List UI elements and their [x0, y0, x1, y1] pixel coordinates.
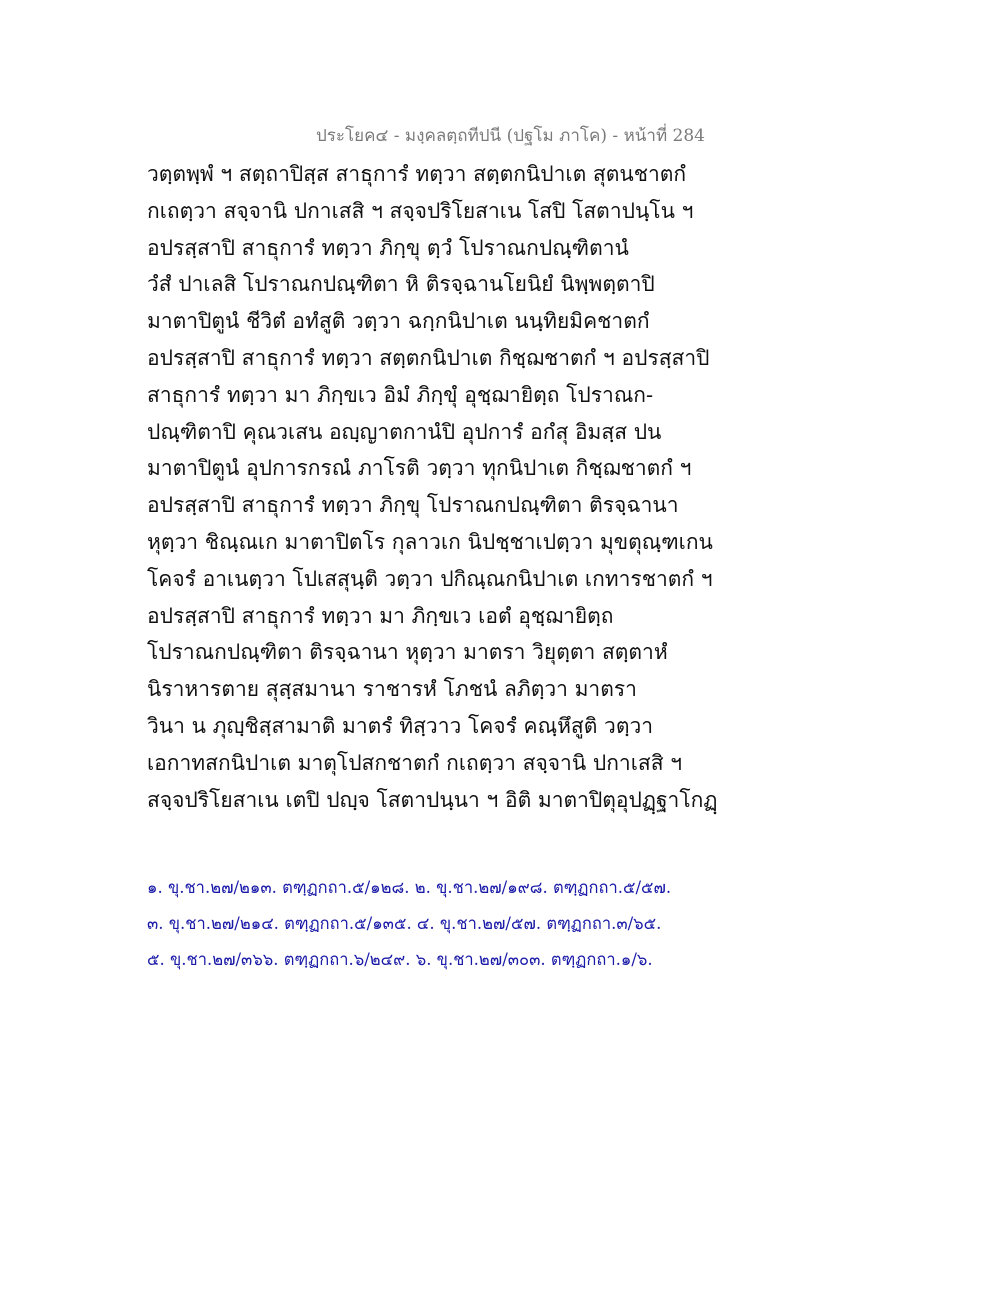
text-line: อปรสฺสาปิ สาธุการํ ทตฺวา ภิกฺขุ ตฺวํ โปราณกปณฺฑิตานํ [147, 235, 629, 260]
text-line: อปรสฺสาปิ สาธุการํ ทตฺวา ภิกฺขุ โปราณกปณฺฑิตา ติรจฺฉานา [147, 493, 679, 518]
text-line: นิราหารตาย สุสฺสมานา ราชารหํ โภชนํ ลภิตฺวา มาตรา [147, 677, 637, 702]
text-line: ปณฺฑิตาปิ คุณวเสน อญฺญาตกานํปิ อุปการํ อกํสุ อิมสฺส ปน [147, 419, 662, 444]
text-line: หุตฺวา ชิณฺณเก มาตาปิตโร กุลาวเก นิปชฺชาเปตฺวา มุขตุณฺฑเกน [147, 529, 713, 554]
text-line: เอกาทสกนิปาเต มาตุโปสกชาตกํ กเถตฺวา สจฺจานิ ปกาเสสิ ฯ [147, 750, 682, 775]
text-line: สาธุการํ ทตฺวา มา ภิกฺขเว อิมํ ภิกฺขุํ อุชฺฌายิตฺถ โปราณก- [147, 382, 654, 407]
text-line: มาตาปิตูนํ อุปการกรณํ ภาโรติ วตฺวา ทุกนิปาเต กิชฺฌชาตกํ ฯ [147, 456, 692, 481]
text-line: กเถตฺวา สจฺจานิ ปกาเสสิ ฯ สจฺจปริโยสาเน โสปิ โสตาปนฺโน ฯ [147, 198, 694, 223]
text-line: มาตาปิตูนํ ชีวิตํ อทํสูติ วตฺวา ฉกฺกนิปาเต นนฺทิยมิคชาตกํ [147, 309, 650, 334]
text-line: อปรสฺสาปิ สาธุการํ ทตฺวา สตฺตกนิปาเต กิชฺฌชาตกํ ฯ อปรสฺสาปิ [147, 345, 710, 370]
text-line: สจฺจปริโยสาเน เตปิ ปญฺจ โสตาปนฺนา ฯ อิติ มาตาปิตุอุปฏฺฐาโกฏฺ [147, 787, 718, 812]
text-line: วตฺตพฺพํ ฯ สตฺถาปิสฺส สาธุการํ ทตฺวา สตฺตกนิปาเต สุตนชาตกํ [147, 162, 687, 186]
text-line: วํสํ ปาเลสิ โปราณกปณฺฑิตา หิ ติรจฺฉานโยนิยํ นิพฺพตฺตาปิ [147, 272, 655, 297]
text-line: วินา น ภุญฺชิสฺสามาติ มาตรํ ทิสฺวาว โคจรํ คณฺหึสูติ วตฺวา [147, 713, 654, 738]
footnotes [147, 870, 727, 978]
footnote-line: ๓. ขุ.ชา.๒๗/๒๑๔. ตฑฺฏกถา.๕/๑๓๕. ๔. ขุ.ชา.๒๗/๕๗. ตฑฺฏกถา.๓/๖๕. [147, 914, 662, 933]
text-line: อปรสฺสาปิ สาธุการํ ทตฺวา มา ภิกฺขเว เอตํ อุชฺฌายิตฺถ [147, 603, 614, 628]
footnote-line: ๕. ขุ.ชา.๒๗/๓๖๖. ตฑฺฏกถา.๖/๒๔๙. ๖. ขุ.ชา.๒๗/๓๐๓. ตฑฺฏกถา.๑/๖. [147, 950, 653, 969]
body-text [147, 156, 718, 818]
text-line: โปราณกปณฺฑิตา ติรจฺฉานา หุตฺวา มาตรา วิยุตฺตา สตฺตาหํ [147, 640, 668, 665]
footnote-line: ๑. ขุ.ชา.๒๗/๒๑๓. ตฑฺฏกถา.๕/๑๒๘. ๒. ขุ.ชา.๒๗/๑๙๘. ตฑฺฏกถา.๕/๕๗. [147, 878, 672, 897]
page-header: ประโยค๔ - มงฺคลตฺถทีปนี (ปฐโม ภาโค) - หน้าที่ 284 [316, 126, 705, 146]
text-line: โคจรํ อาเนตฺวา โปเสสุนฺติ วตฺวา ปกิณฺณกนิปาเต เกทารชาตกํ ฯ [147, 566, 713, 591]
